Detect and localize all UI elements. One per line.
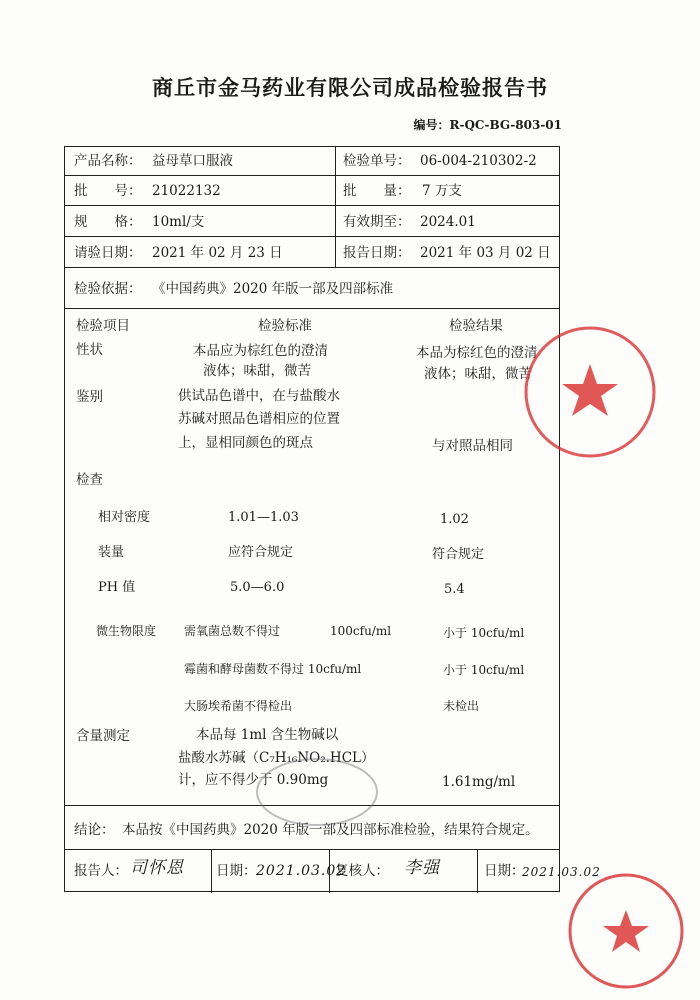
standard-aerobic: 需氧菌总数不得过 — [184, 624, 281, 638]
standard-identification-line1: 供试品色谱中，在与盐酸水 — [178, 388, 340, 404]
batch-label: 批 号： — [74, 183, 142, 199]
company-seal-stamp — [520, 322, 660, 462]
report-title: 商丘市金马药业有限公司成品检验报告书 — [152, 75, 548, 100]
standard-ph: 5.0—6.0 — [230, 580, 285, 595]
column-header-item: 检验项目 — [76, 318, 130, 334]
standard-appearance-line1: 本品应为棕红色的澄清 — [193, 343, 328, 359]
date2-handwritten: 2021.03.02 — [522, 865, 601, 879]
standard-mold: 霉菌和酵母菌数不得过 10cfu/ml — [184, 662, 362, 676]
item-appearance: 性状 — [76, 342, 103, 358]
result-fill: 符合规定 — [432, 547, 485, 562]
result-appearance-line1: 本品为棕红色的澄清 — [416, 345, 538, 361]
column-header-standard: 检验标准 — [258, 318, 312, 334]
quantity-value: 7 万支 — [422, 183, 462, 199]
result-aerobic: 小于 10cfu/ml — [443, 626, 525, 640]
product-name-value: 益母草口服液 — [152, 153, 233, 169]
row-divider — [65, 308, 559, 309]
row-divider — [65, 205, 559, 206]
inspection-no-value: 06-004-210302-2 — [420, 153, 537, 169]
inspection-no-label: 检验单号： — [343, 153, 411, 169]
qa-department-seal-stamp — [565, 870, 687, 992]
result-appearance-line2: 液体；味甜，微苦 — [424, 366, 532, 382]
standard-fill: 应符合规定 — [228, 545, 294, 560]
report-date-label: 报告日期： — [343, 245, 411, 261]
item-identification: 鉴别 — [76, 389, 103, 405]
standard-assay-line2: 盐酸水苏碱（C₇H₁₆NO₂.HCL） — [178, 750, 375, 766]
row-divider — [65, 267, 559, 268]
column-header-result: 检验结果 — [449, 318, 503, 334]
standard-identification-line3: 上，显相同颜色的斑点 — [178, 435, 313, 451]
reviewer-signature: 李强 — [404, 858, 440, 878]
result-ecoli: 未检出 — [443, 699, 480, 713]
basis-text: 《中国药典》2020 年版一部及四部标准 — [152, 281, 394, 297]
result-mold: 小于 10cfu/ml — [443, 663, 525, 677]
row-divider — [65, 236, 559, 237]
expiry-label: 有效期至： — [343, 214, 411, 230]
report-date-value: 2021 年 03 月 02 日 — [420, 245, 551, 261]
result-ph: 5.4 — [444, 582, 465, 597]
faint-oval-stamp — [252, 755, 382, 830]
date2-label: 日期： — [484, 863, 525, 879]
result-identification: 与对照品相同 — [432, 438, 513, 454]
standard-assay-line3: 计，应不得少于 0.90mg — [178, 772, 329, 788]
quantity-label: 批 量： — [343, 183, 411, 199]
item-microbial: 微生物限度 — [96, 624, 157, 638]
checks-heading: 检查 — [76, 472, 103, 488]
date1-handwritten: 2021.03.02 — [256, 863, 347, 879]
spec-value: 10ml/支 — [152, 214, 205, 230]
standard-aerobic-limit: 100cfu/ml — [330, 624, 392, 638]
conclusion-text: 本品按《中国药典》2020 年版一部及四部标准检验，结果符合规定。 — [122, 822, 539, 838]
reporter-label: 报告人： — [74, 863, 128, 879]
item-density: 相对密度 — [98, 510, 151, 525]
reporter-signature: 司怀恩 — [130, 858, 184, 878]
batch-value: 21022132 — [152, 183, 221, 199]
column-divider — [335, 147, 336, 267]
standard-assay-line1: 本品每 1ml 含生物碱以 — [196, 727, 339, 743]
standard-density: 1.01—1.03 — [228, 510, 299, 525]
standard-appearance-line2: 液体；味甜，微苦 — [203, 363, 311, 379]
row-divider — [65, 849, 559, 850]
item-fill: 装量 — [98, 545, 125, 560]
conclusion-label: 结论： — [74, 822, 115, 838]
standard-ecoli: 大肠埃希菌不得检出 — [184, 699, 293, 713]
item-assay: 含量测定 — [76, 728, 130, 744]
request-date-value: 2021 年 02 月 23 日 — [152, 245, 283, 261]
document-number: 编号：R-QC-BG-803-01 — [413, 118, 562, 132]
row-divider — [65, 175, 559, 176]
basis-label: 检验依据： — [74, 281, 142, 297]
request-date-label: 请验日期： — [74, 245, 142, 261]
result-assay: 1.61mg/ml — [442, 774, 516, 790]
date1-label: 日期： — [216, 863, 257, 879]
result-density: 1.02 — [440, 512, 469, 527]
reviewer-label: 复核人： — [335, 863, 389, 879]
item-ph: PH 值 — [98, 580, 136, 595]
column-divider — [211, 849, 212, 893]
expiry-value: 2024.01 — [420, 214, 476, 230]
product-name-label: 产品名称： — [74, 153, 142, 169]
spec-label: 规 格： — [74, 214, 142, 230]
standard-identification-line2: 苏碱对照品色谱相应的位置 — [178, 411, 340, 427]
column-divider — [477, 849, 478, 893]
